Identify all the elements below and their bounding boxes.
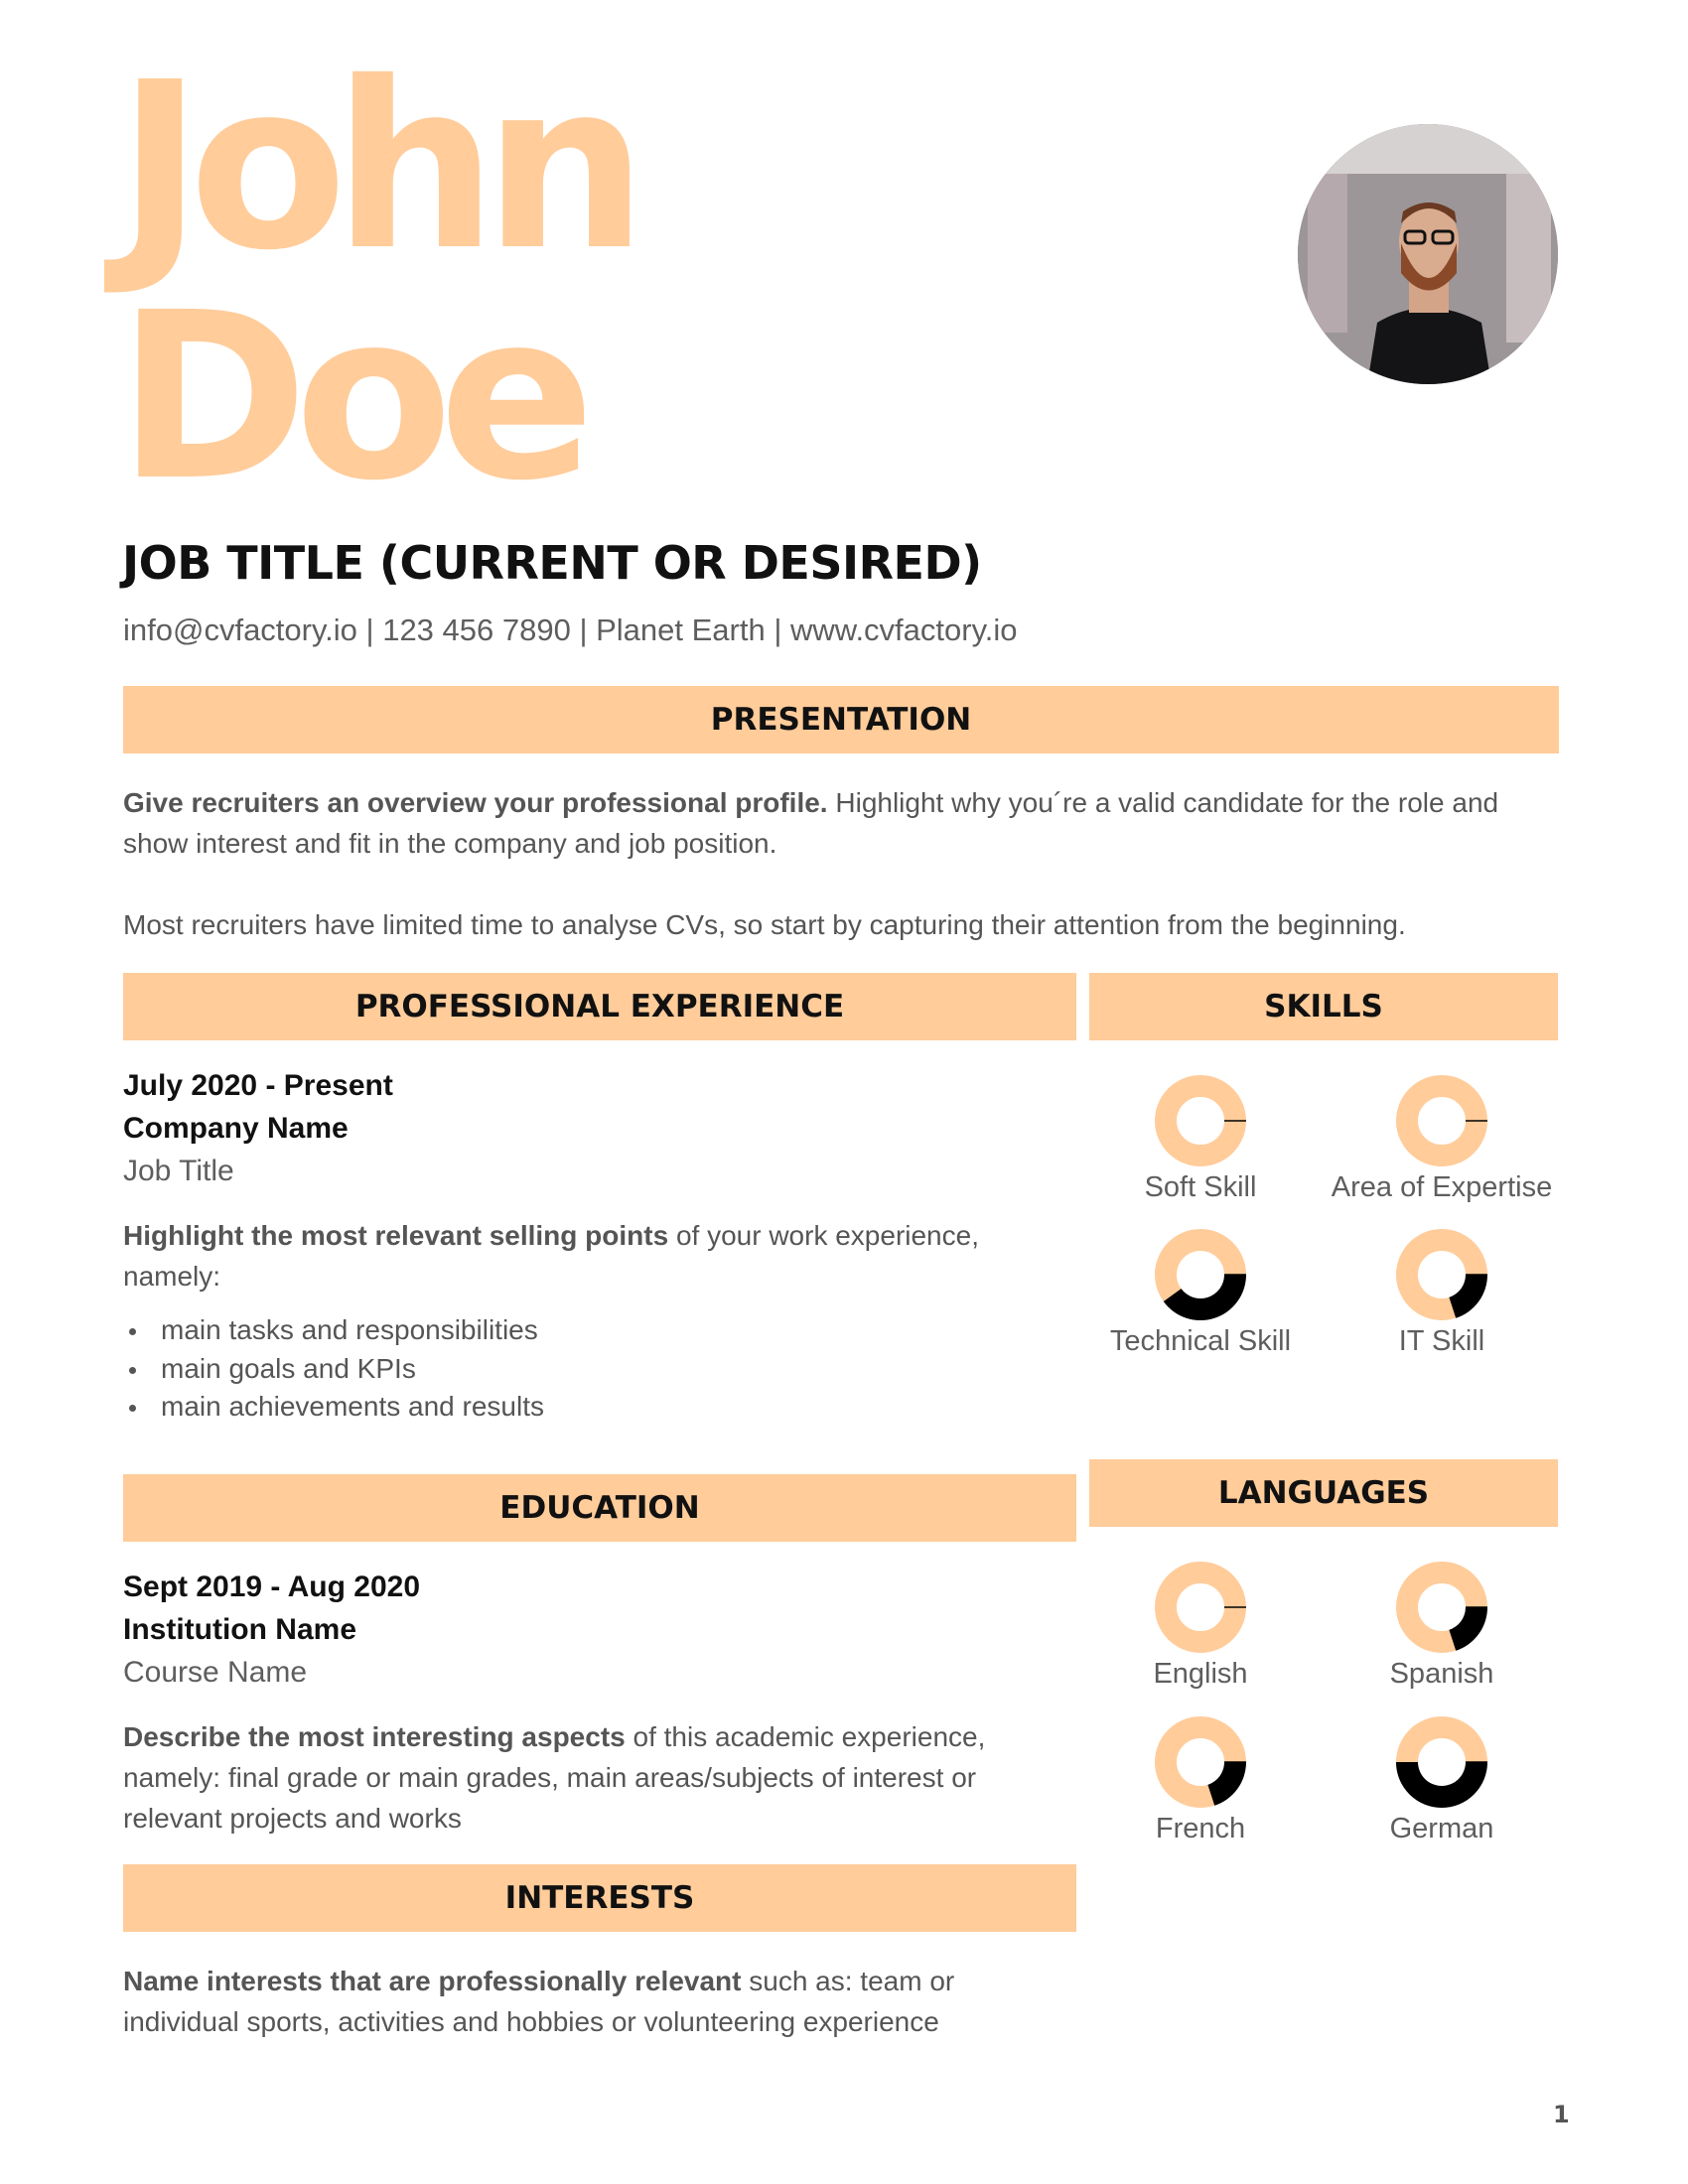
skills-heading-label: SKILLS bbox=[1264, 989, 1383, 1024]
interests-heading-label: INTERESTS bbox=[504, 1880, 695, 1916]
education-desc-lead: Describe the most interesting aspects bbox=[123, 1721, 626, 1752]
experience-heading-label: PROFESSIONAL EXPERIENCE bbox=[354, 989, 845, 1024]
skill-gauge-technical-skill bbox=[1153, 1227, 1248, 1322]
skill-label: Soft Skill bbox=[1144, 1171, 1257, 1203]
list-item: main achievements and results bbox=[123, 1388, 1037, 1427]
experience-date: July 2020 - Present bbox=[123, 1069, 393, 1102]
education-desc-body: of this academic experience, namely: final grade or main grades, main areas/subjects of interest or relevant projects and works bbox=[123, 1721, 986, 1834]
job-title: JOB TITLE (CURRENT OR DESIRED) bbox=[122, 536, 982, 590]
presentation-lead: Give recruiters an overview your professional profile. bbox=[123, 787, 828, 818]
experience-description bbox=[123, 1215, 1037, 1297]
education-course: Course Name bbox=[123, 1656, 308, 1689]
list-item: main tasks and responsibilities bbox=[123, 1311, 1037, 1350]
last-name: Doe bbox=[117, 263, 582, 531]
interests-heading bbox=[123, 1864, 1076, 1932]
experience-company: Company Name bbox=[123, 1112, 349, 1145]
skill-label: Technical Skill bbox=[1109, 1325, 1292, 1357]
presentation-paragraph-1 bbox=[123, 782, 1559, 864]
education-heading-label: EDUCATION bbox=[499, 1490, 700, 1526]
skill-gauge-it-skill bbox=[1394, 1227, 1489, 1322]
gauge-fill bbox=[1207, 1762, 1246, 1806]
contact-line: info@cvfactory.io | 123 456 7890 | Planet Earth | www.cvfactory.io bbox=[123, 613, 1018, 647]
gauge-fill bbox=[1449, 1607, 1487, 1651]
languages-heading bbox=[1089, 1459, 1558, 1527]
language-label: French bbox=[1155, 1813, 1246, 1844]
presentation-paragraph-2: Most recruiters have limited time to analyse CVs, so start by capturing their attention from the beginning. bbox=[123, 909, 1406, 940]
language-gauge-french bbox=[1153, 1714, 1248, 1810]
presentation-body: Highlight why you´re a valid candidate for the role and show interest and fit in the company and job position. bbox=[123, 787, 1499, 859]
skills-heading bbox=[1089, 973, 1558, 1040]
page-number: 1 bbox=[1553, 2101, 1570, 2128]
skill-gauge-soft-skill bbox=[1153, 1073, 1248, 1168]
gauge-fill bbox=[1449, 1275, 1487, 1318]
experience-heading bbox=[123, 973, 1076, 1040]
interests-desc-body: such as: team or individual sports, activities and hobbies or volunteering experience bbox=[123, 1966, 955, 2037]
profile-photo-icon bbox=[1298, 124, 1558, 384]
experience-desc-body: of your work experience, namely: bbox=[123, 1220, 979, 1292]
languages-heading-label: LANGUAGES bbox=[1217, 1475, 1430, 1511]
gauge-fill bbox=[1396, 1762, 1487, 1808]
experience-bullet-list bbox=[123, 1311, 1037, 1427]
language-label: German bbox=[1389, 1813, 1494, 1844]
experience-role: Job Title bbox=[123, 1155, 234, 1187]
avatar bbox=[1298, 124, 1558, 384]
presentation-heading bbox=[123, 686, 1559, 753]
education-description bbox=[123, 1716, 1037, 1839]
skill-label: Area of Expertise bbox=[1331, 1171, 1553, 1203]
education-heading bbox=[123, 1474, 1076, 1542]
list-item: main goals and KPIs bbox=[123, 1350, 1037, 1389]
language-gauge-spanish bbox=[1394, 1560, 1489, 1655]
language-label: Spanish bbox=[1389, 1658, 1494, 1690]
language-gauge-english bbox=[1153, 1560, 1248, 1655]
interests-description bbox=[123, 1961, 1037, 2042]
skill-label: IT Skill bbox=[1398, 1325, 1485, 1357]
skill-gauge-area-of-expertise bbox=[1394, 1073, 1489, 1168]
education-date: Sept 2019 - Aug 2020 bbox=[123, 1570, 421, 1603]
interests-desc-lead: Name interests that are professionally relevant bbox=[123, 1966, 742, 1996]
experience-desc-lead: Highlight the most relevant selling points bbox=[123, 1220, 669, 1251]
language-gauge-german bbox=[1394, 1714, 1489, 1810]
presentation-heading-label: PRESENTATION bbox=[710, 702, 972, 738]
education-institution: Institution Name bbox=[123, 1613, 357, 1646]
first-name: John bbox=[117, 33, 634, 301]
language-label: English bbox=[1153, 1658, 1248, 1690]
